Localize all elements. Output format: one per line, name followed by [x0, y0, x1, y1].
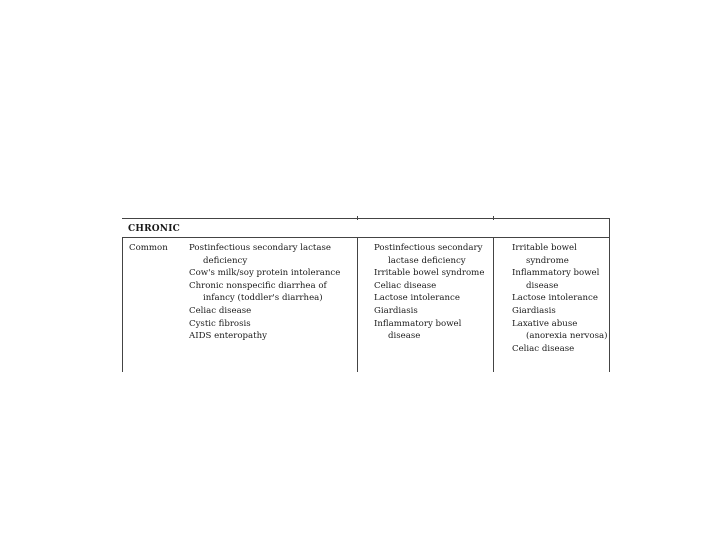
list-item: Lactose intolerance: [512, 293, 598, 304]
list-item: Lactose intolerance: [374, 293, 460, 304]
list-item: Irritable bowel syndrome: [512, 243, 577, 266]
column-tick: [357, 216, 358, 220]
list-item: Inflammatory bowel disease: [374, 318, 462, 342]
column-tick: [493, 216, 494, 220]
column-adolescent: [512, 242, 608, 355]
list-item: Celiac disease: [512, 343, 575, 354]
list-item: Irritable bowel syndrome: [374, 268, 485, 279]
section-title: CHRONIC: [128, 224, 180, 234]
column-child: [374, 242, 492, 343]
list-item: Cow's milk/soy protein intolerance: [189, 268, 341, 279]
list-item: Giardiasis: [374, 305, 418, 316]
column-divider: [493, 238, 494, 372]
table-left-edge: [122, 238, 123, 372]
list-item: AIDS enteropathy: [189, 331, 268, 342]
header-rule: [122, 237, 610, 238]
list-item: Chronic nonspecific diarrhea of infancy (toddler's diarrhea): [189, 280, 327, 304]
list-item: Postinfectious secondary lactase deficiency: [374, 243, 483, 266]
list-item: Laxative abuse (anorexia nervosa): [512, 318, 608, 342]
table-top-rule: [122, 218, 610, 219]
chronic-diarrhea-table: [122, 216, 610, 372]
list-item: Inflammatory bowel disease: [512, 268, 600, 291]
list-item: Cystic fibrosis: [189, 318, 251, 329]
list-item: Celiac disease: [189, 305, 252, 316]
table-right-edge: [609, 218, 610, 372]
row-label: Common: [129, 243, 168, 253]
column-infant: [189, 242, 357, 343]
list-item: Postinfectious secondary lactase deficiency: [189, 243, 331, 266]
column-divider: [357, 238, 358, 372]
list-item: Celiac disease: [374, 280, 437, 291]
list-item: Giardiasis: [512, 305, 556, 316]
